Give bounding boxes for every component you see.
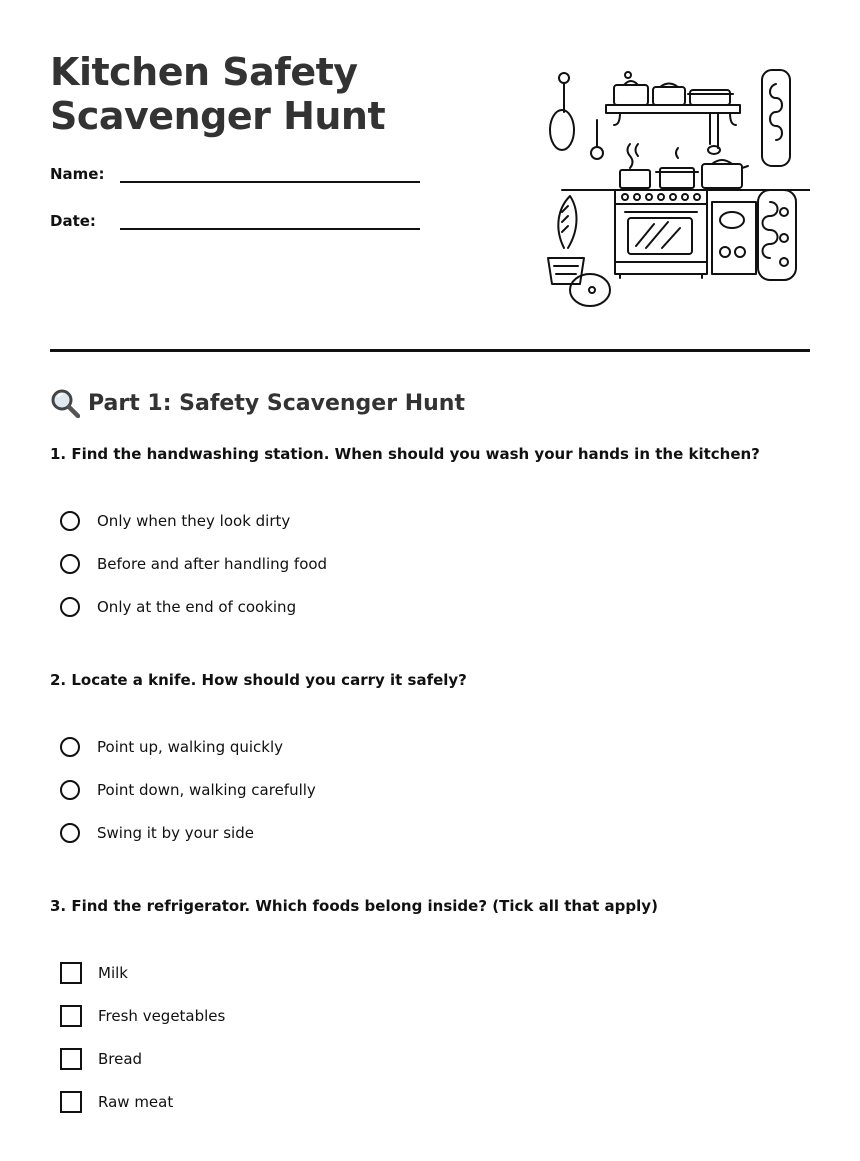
bowl-icon [570,274,610,306]
name-write-line[interactable] [120,167,420,183]
date-write-line[interactable] [120,214,420,230]
option-label: Point down, walking carefully [97,781,316,799]
spoon-icon [550,73,574,150]
name-label: Name: [50,165,105,183]
option-label: Bread [98,1050,143,1068]
question-3-option-1[interactable] [60,962,128,984]
question-3-option-2[interactable] [60,1005,225,1027]
radio-button[interactable] [60,597,80,617]
kitchen-illustration [540,62,810,312]
option-label: Point up, walking quickly [97,738,284,756]
shelf-pots-icon [614,72,733,105]
title-line-1: Kitchen Safety [50,50,358,94]
worksheet-title [50,50,385,138]
potted-plant-icon [548,196,584,284]
question-1-option-3[interactable] [60,597,296,617]
oven-icon [615,190,707,278]
magnifying-glass-icon [50,388,80,418]
decorative-jar-icon [758,190,796,280]
option-label: Milk [98,964,128,982]
option-label: Swing it by your side [97,824,254,842]
steam-icon [628,144,679,168]
question-2-option-3[interactable] [60,823,254,843]
radio-button[interactable] [60,554,80,574]
question-3: 3. Find the refrigerator. Which foods belong inside? (Tick all that apply) [50,897,658,915]
section-title-text: Part 1: Safety Scavenger Hunt [88,390,465,416]
checkbox[interactable] [60,1048,82,1070]
decorative-panel-icon [762,70,790,166]
question-3-option-4[interactable] [60,1091,173,1113]
option-label: Fresh vegetables [98,1007,226,1025]
question-1: 1. Find the handwashing station. When should you wash your hands in the kitchen? [50,445,760,463]
question-1-option-2[interactable] [60,554,327,574]
question-2: 2. Locate a knife. How should you carry it safely? [50,671,467,689]
wall-shelf-icon [606,105,740,125]
name-field[interactable] [50,165,420,183]
date-field[interactable] [50,212,420,230]
section-heading [50,388,465,418]
section-divider [50,349,810,352]
radio-button[interactable] [60,737,80,757]
date-label: Date: [50,212,96,230]
option-label: Before and after handling food [97,555,328,573]
question-2-option-1[interactable] [60,737,283,757]
cabinet-icon [712,202,756,274]
radio-button[interactable] [60,780,80,800]
radio-button[interactable] [60,823,80,843]
option-label: Only at the end of cooking [97,598,297,616]
ladle-icon [591,120,603,159]
checkbox[interactable] [60,962,82,984]
checkbox[interactable] [60,1091,82,1113]
radio-button[interactable] [60,511,80,531]
utensils-icon [708,113,720,154]
question-1-option-1[interactable] [60,511,290,531]
checkbox[interactable] [60,1005,82,1027]
question-2-option-2[interactable] [60,780,316,800]
option-label: Only when they look dirty [97,512,291,530]
option-label: Raw meat [98,1093,174,1111]
stove-pots-icon [620,160,748,188]
title-line-2: Scavenger Hunt [50,94,386,138]
question-3-option-3[interactable] [60,1048,142,1070]
